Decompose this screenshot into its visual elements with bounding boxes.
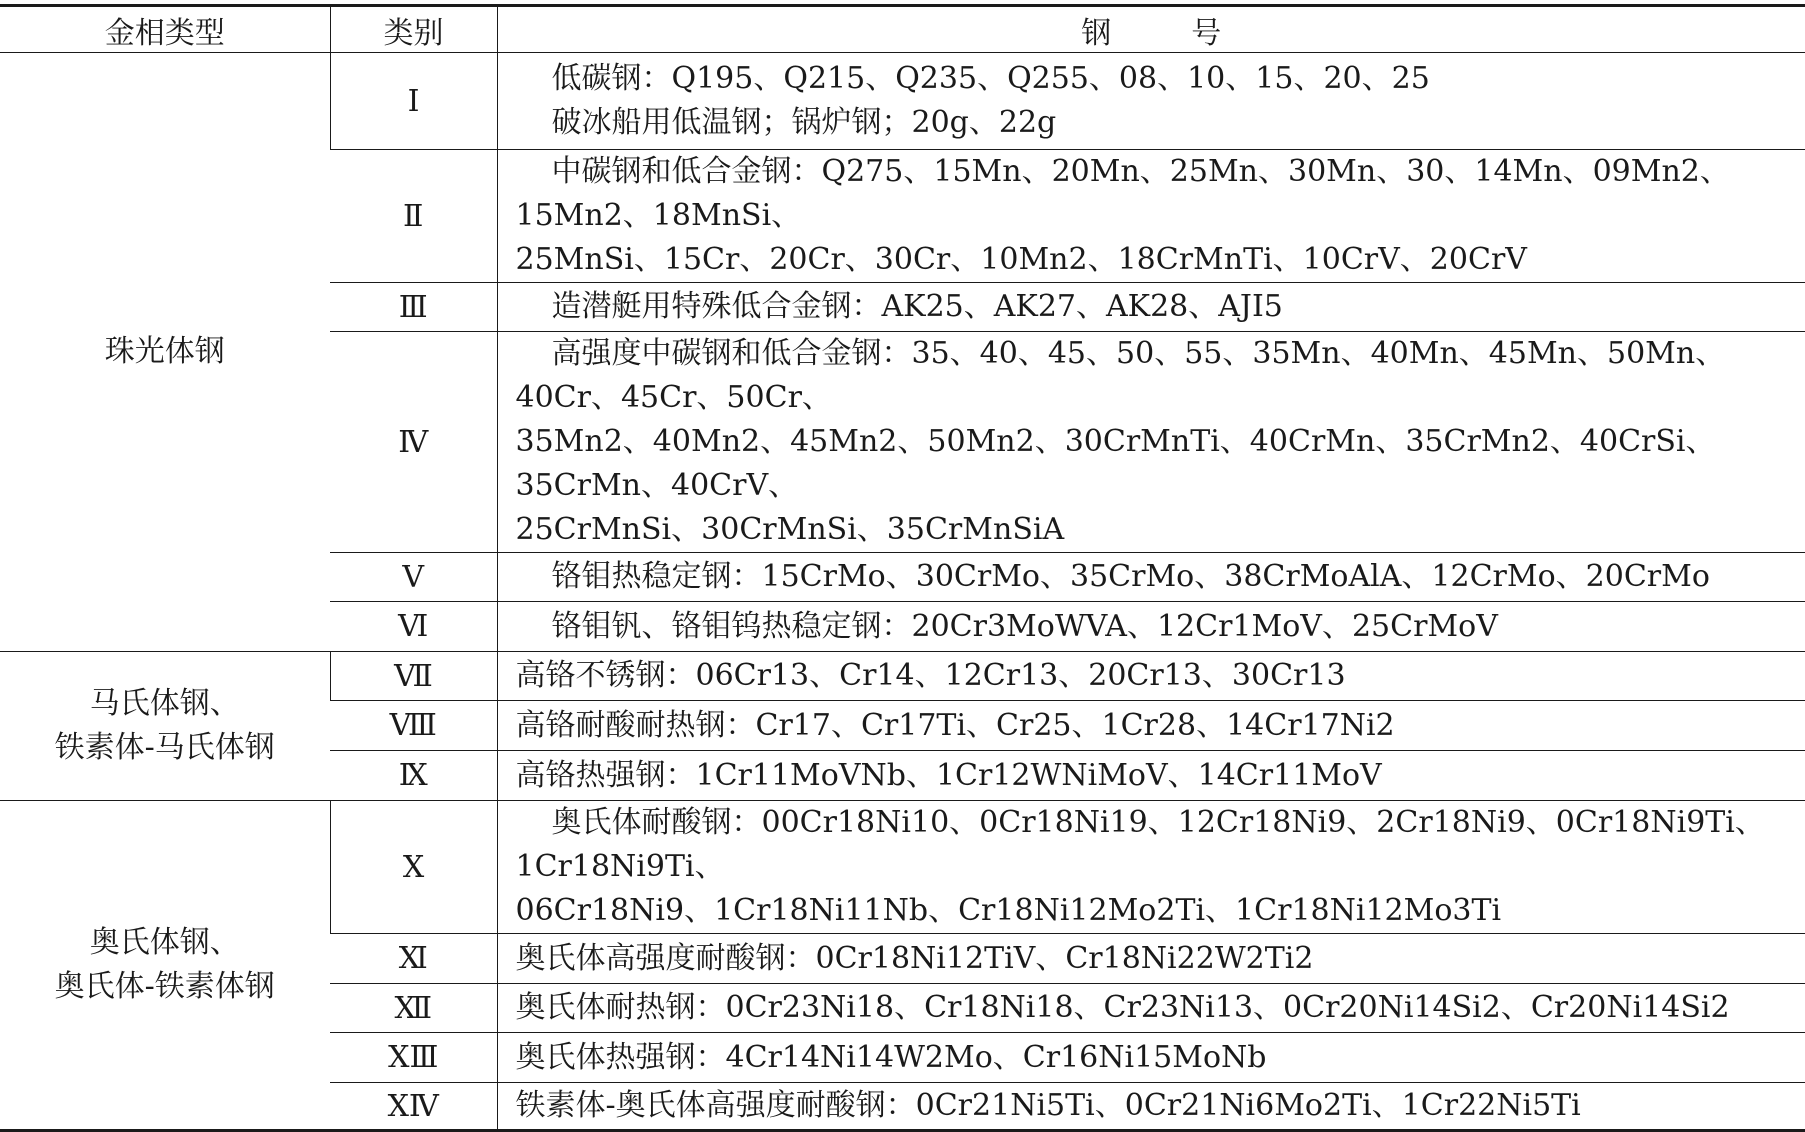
header-metallographic-type: 金相类型 bbox=[104, 15, 225, 51]
class-cell: Ⅴ bbox=[330, 553, 497, 602]
grade-line: 高铬不锈钢：06Cr13、Cr14、12Cr13、20Cr13、30Cr13 bbox=[515, 658, 1346, 693]
grade-line: 铬钼钒、铬钼钨热稳定钢：20Cr3MoWVA、12Cr1MoV、25CrMoV bbox=[551, 608, 1498, 644]
class-cell: XⅢ bbox=[330, 1033, 497, 1083]
grade-line: 铬钼热稳定钢：15CrMo、30CrMo、35CrMo、38CrMoAlA、12CrMo、20CrMo bbox=[551, 559, 1710, 594]
grade-line: 奥氏体耐酸钢：00Cr18Ni10、0Cr18Ni19、12Cr18Ni9、2Cr18Ni9、0Cr18Ni9Ti、1Cr18Ni9Ti、 bbox=[515, 805, 1765, 884]
header-grade-right: 号 bbox=[1191, 15, 1222, 51]
grade-line: 中碳钢和低合金钢：Q275、15Mn、20Mn、25Mn、30Mn、30、14Mn、09Mn2、15Mn2、18MnSi、 bbox=[515, 154, 1730, 233]
class-cell: Ⅰ bbox=[330, 53, 497, 150]
group-type-line: 铁素体-马氏体钢 bbox=[54, 730, 275, 765]
grade-line: 35Mn2、40Mn2、45Mn2、50Mn2、30CrMnTi、40CrMn、35CrMn2、40CrSi、35CrMn、40CrV、 bbox=[515, 424, 1716, 503]
grade-line: 破冰船用低温钢；锅炉钢；20g、22g bbox=[551, 105, 1057, 140]
grade-cell bbox=[497, 652, 1805, 701]
grade-line: 高铬热强钢：1Cr11MoVNb、1Cr12WNiMoV、14Cr11MoV bbox=[515, 757, 1382, 793]
header-row bbox=[0, 6, 1805, 53]
class-cell: XⅣ bbox=[330, 1083, 497, 1131]
class-cell: Ⅶ bbox=[330, 652, 497, 701]
header-class: 类别 bbox=[330, 6, 497, 53]
grade-cell bbox=[497, 701, 1805, 751]
group-type-pearlitic: 珠光体钢 bbox=[0, 53, 330, 652]
grade-cell bbox=[497, 1033, 1805, 1083]
group-type-line: 马氏体钢、 bbox=[89, 686, 240, 721]
grade-line: 25CrMnSi、30CrMnSi、35CrMnSiA bbox=[515, 512, 1065, 547]
group-type-line: 奥氏体-铁素体钢 bbox=[54, 969, 275, 1004]
grade-cell bbox=[497, 934, 1805, 984]
grade-line: 高强度中碳钢和低合金钢：35、40、45、50、55、35Mn、40Mn、45Mn、50Mn、40Cr、45Cr、50Cr、 bbox=[515, 336, 1726, 415]
header-steel-grade bbox=[497, 6, 1805, 53]
table-row bbox=[0, 801, 1805, 934]
group-type-line: 奥氏体钢、 bbox=[89, 925, 240, 960]
grade-line: 低碳钢：Q195、Q215、Q235、Q255、08、10、15、20、25 bbox=[551, 61, 1430, 96]
class-cell: Ⅻ bbox=[330, 984, 497, 1033]
class-cell: Ⅺ bbox=[330, 934, 497, 984]
grade-line: 奥氏体热强钢：4Cr14Ni14W2Mo、Cr16Ni15MoNb bbox=[515, 1039, 1267, 1075]
grade-cell bbox=[497, 150, 1805, 283]
grade-line: 25MnSi、15Cr、20Cr、30Cr、10Mn2、18CrMnTi、10CrV、20CrV bbox=[515, 242, 1527, 277]
grade-line: 06Cr18Ni9、1Cr18Ni11Nb、Cr18Ni12Mo2Ti、1Cr18Ni12Mo3Ti bbox=[515, 893, 1502, 928]
class-cell: Ⅷ bbox=[330, 701, 497, 751]
grade-cell bbox=[497, 332, 1805, 553]
steel-grade-table bbox=[0, 4, 1805, 1132]
table-row bbox=[0, 652, 1805, 701]
grade-line: 奥氏体耐热钢：0Cr23Ni18、Cr18Ni18、Cr23Ni13、0Cr20Ni14Si2、Cr20Ni14Si2 bbox=[515, 990, 1730, 1025]
grade-cell bbox=[497, 602, 1805, 652]
class-cell: Ⅸ bbox=[330, 751, 497, 801]
class-cell: Ⅲ bbox=[330, 283, 497, 332]
grade-cell bbox=[497, 801, 1805, 934]
grade-line: 铁素体-奥氏体高强度耐酸钢：0Cr21Ni5Ti、0Cr21Ni6Mo2Ti、1Cr22Ni5Ti bbox=[515, 1088, 1581, 1123]
grade-cell bbox=[497, 751, 1805, 801]
grade-cell bbox=[497, 553, 1805, 602]
grade-cell bbox=[497, 283, 1805, 332]
class-cell: Ⅹ bbox=[330, 801, 497, 934]
class-cell: Ⅵ bbox=[330, 602, 497, 652]
group-type-austenitic bbox=[0, 801, 330, 1131]
grade-cell bbox=[497, 53, 1805, 150]
group-type-martensitic bbox=[0, 652, 330, 801]
class-cell: Ⅳ bbox=[330, 332, 497, 553]
table-row bbox=[0, 53, 1805, 150]
header-grade-left: 钢 bbox=[1081, 15, 1112, 51]
grade-cell bbox=[497, 984, 1805, 1033]
grade-line: 奥氏体高强度耐酸钢：0Cr18Ni12TiV、Cr18Ni22W2Ti2 bbox=[515, 940, 1314, 976]
grade-cell bbox=[497, 1083, 1805, 1131]
class-cell: Ⅱ bbox=[330, 150, 497, 283]
grade-line: 高铬耐酸耐热钢：Cr17、Cr17Ti、Cr25、1Cr28、14Cr17Ni2 bbox=[515, 707, 1395, 743]
grade-line: 造潜艇用特殊低合金钢：AK25、AK27、AK28、AJI5 bbox=[551, 289, 1283, 324]
